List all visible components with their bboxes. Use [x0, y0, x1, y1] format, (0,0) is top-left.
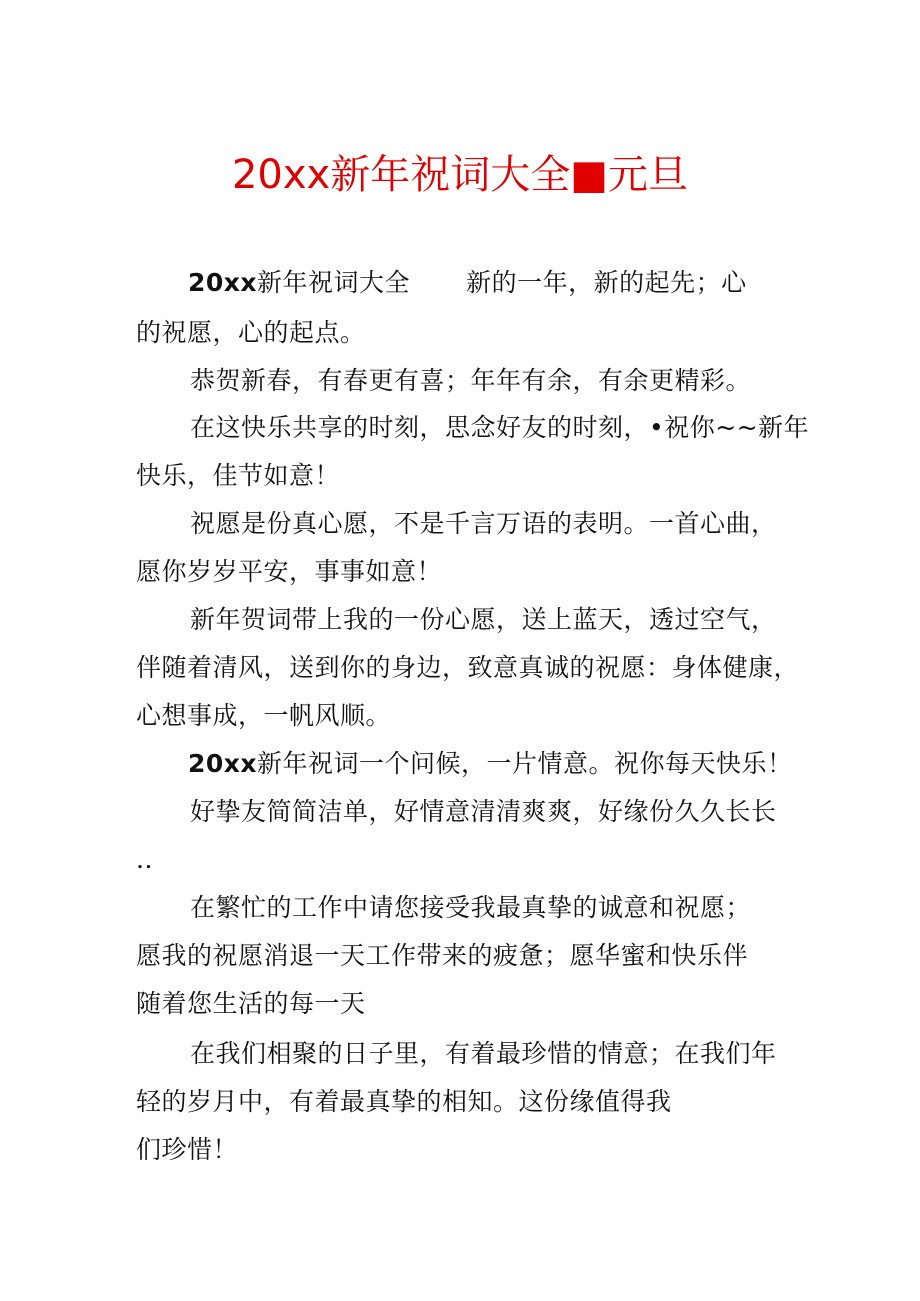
paragraph-4-line-2: 愿你岁岁平安，事事如意！ — [136, 557, 443, 586]
paragraph-8-line-3: 随着您生活的每一天 — [136, 989, 366, 1018]
paragraph-4-line-1: 祝愿是份真心愿，不是千言万语的表明。一首心曲， — [190, 509, 777, 538]
paragraph-3-line-2: 快乐，佳节如意！ — [136, 461, 341, 490]
paragraph-9-line-2: 轻的岁月中，有着最真挚的相知。这份缘值得我 — [136, 1087, 672, 1116]
paragraph-3-line-1: 在这快乐共享的时刻，思念好友的时刻，•祝你~~新年 — [190, 413, 810, 442]
year-lead: 20xx — [188, 268, 258, 297]
paragraph-8-line-2: 愿我的祝愿消退一天工作带来的疲惫；愿华蜜和快乐伴 — [136, 941, 749, 970]
paragraph-5-line-3: 心想事成，一帆风顺。 — [136, 701, 392, 730]
paragraph-6-line-1 — [188, 749, 793, 779]
paragraph-5-line-1: 新年贺词带上我的一份心愿，送上蓝天，透过空气， — [190, 605, 777, 634]
document-title: 20xx新年祝词大全■元旦 — [231, 152, 689, 198]
text-span: 新的一年，新的起先；心 — [466, 268, 747, 297]
paragraph-1-line-1 — [188, 268, 747, 298]
text-span: 新年祝词大全 — [257, 268, 411, 297]
paragraph-8-line-1: 在繁忙的工作中请您接受我最真挚的诚意和祝愿； — [190, 893, 752, 922]
paragraph-7-line-2: .. — [136, 845, 153, 874]
paragraph-7-line-1: 好挚友简简洁单，好情意清清爽爽，好缘份久久长长 — [190, 797, 777, 826]
paragraph-9-line-3: 们珍惜！ — [136, 1135, 239, 1164]
paragraph-5-line-2: 伴随着清风，送到你的身边，致意真诚的祝愿：身体健康， — [136, 653, 800, 682]
paragraph-2-line-1: 恭贺新春，有春更有喜；年年有余，有余更精彩。 — [190, 366, 752, 395]
paragraph-1-line-2: 的祝愿，心的起点。 — [136, 318, 366, 347]
year-lead: 20xx — [188, 749, 258, 778]
text-span: 新年祝词一个问候，一片情意。祝你每天快乐！ — [257, 749, 793, 778]
paragraph-9-line-1: 在我们相聚的日子里，有着最珍惜的情意；在我们年 — [190, 1039, 777, 1068]
